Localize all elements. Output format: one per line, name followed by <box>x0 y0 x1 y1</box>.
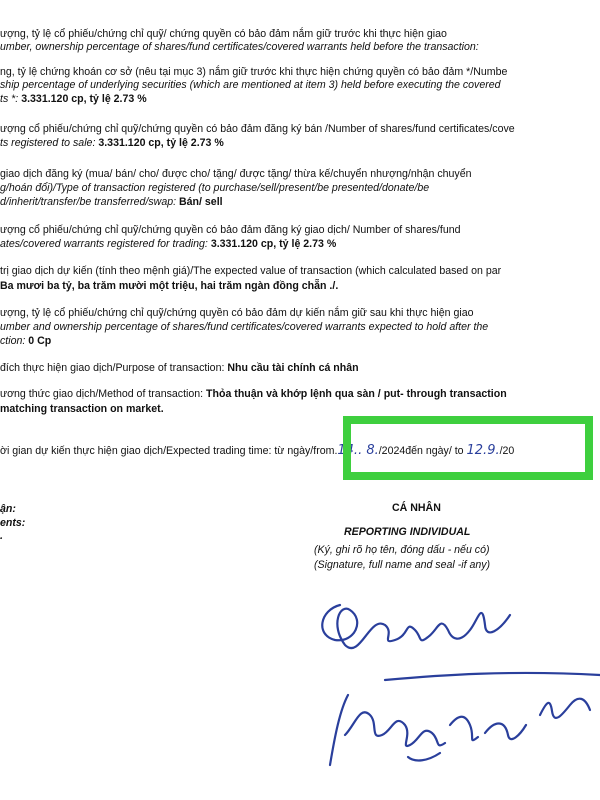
method-line-1 <box>0 388 507 401</box>
type-line-2: g/hoán đổi)/Type of transaction registered (to purchase/sell/present/be presented/donate/be <box>0 182 430 194</box>
after-line-1: ượng, tỷ lệ cổ phiếu/chứng chỉ quỹ/chứng quyền có bảo đảm dự kiến nắm giữ sau khi thực hiện giao <box>0 307 474 319</box>
to-date-handwritten: 12.9. <box>466 443 500 458</box>
type-value: Bán/ sell <box>179 196 223 208</box>
before-line-2: umber, ownership percentage of shares/fund certificates/covered warrants held before the transaction: <box>0 41 479 53</box>
time-prefix: ời gian dự kiến thực hiện giao dịch/Expected trading time: từ ngày/from. <box>0 445 338 457</box>
purpose-value: Nhu cầu tài chính cá nhân <box>227 362 359 374</box>
signer-note-vi: (Ký, ghi rõ họ tên, đóng dấu - nếu có) <box>314 544 490 556</box>
underlying-line-1: ng, tỷ lệ chứng khoán cơ sở (nêu tại mục 3) nắm giữ trước khi thực hiện chứng quyền có bảo đảm */Numbe <box>0 66 508 78</box>
purpose-prefix: đích thực hiện giao dịch/Purpose of transaction: <box>0 362 228 374</box>
underlying-prefix: ts *: <box>0 93 22 105</box>
footer-left-3: . <box>0 530 3 542</box>
after-line-2: umber and ownership percentage of shares/fund certificates/covered warrants expected to hold after the <box>0 321 489 333</box>
sale-prefix: ts registered to sale: <box>0 137 99 149</box>
underlying-line-3 <box>0 93 147 106</box>
signer-title-vi: CÁ NHÂN <box>392 502 441 514</box>
type-line-1: giao dịch đăng ký (mua/ bán/ cho/ được cho/ tặng/ được tặng/ thừa kế/chuyển nhượng/nhận chuyển <box>0 168 472 180</box>
trading-line-2 <box>0 238 336 251</box>
handwritten-signature <box>300 585 600 795</box>
sale-value: 3.331.120 cp, tỷ lệ 2.73 % <box>98 137 224 149</box>
underlying-line-2: ship percentage of underlying securities (which are mentioned at item 3) held before executing the covered <box>0 79 501 91</box>
from-year: /2024 <box>378 445 406 457</box>
to-year: /20 <box>499 445 515 457</box>
type-line-3 <box>0 196 223 209</box>
sale-line-2 <box>0 137 224 150</box>
purpose-line <box>0 362 359 375</box>
method-line-2: matching transaction on market. <box>0 403 164 415</box>
trading-value: 3.331.120 cp, tỷ lệ 2.73 % <box>210 238 337 250</box>
to-label: đến ngày/ to <box>405 445 464 457</box>
trading-prefix: ates/covered warrants registered for trading: <box>0 238 211 250</box>
method-value-1: Thỏa thuận và khớp lệnh qua sàn / put- through transaction <box>206 388 507 400</box>
after-value: 0 Cp <box>28 335 52 347</box>
from-date-handwritten: 14.. 8. <box>337 443 379 458</box>
value-line-2: Ba mươi ba tỷ, ba trăm mười một triệu, hai trăm ngàn đồng chẵn ./. <box>0 280 339 292</box>
type-prefix: d/inherit/transfer/be transferred/swap: <box>0 196 180 208</box>
after-line-3 <box>0 335 51 348</box>
before-line-1: ượng, tỷ lệ cổ phiếu/chứng chỉ quỹ/ chứng quyền có bảo đảm nắm giữ trước khi thực hiện giao <box>0 28 447 40</box>
after-prefix: ction: <box>0 335 29 347</box>
footer-left-2: ents: <box>0 517 26 529</box>
footer-left-1: ận: <box>0 503 16 515</box>
underlying-value: 3.331.120 cp, tỷ lệ 2.73 % <box>21 93 147 105</box>
value-line-1: trị giao dịch dự kiến (tính theo mệnh giá)/The expected value of transaction (which calculated based on par <box>0 265 502 277</box>
highlight-box <box>343 416 593 480</box>
sale-line-1: ượng cổ phiếu/chứng chỉ quỹ/chứng quyền có bảo đảm đăng ký bán /Number of shares/fund certificates/cove <box>0 123 515 135</box>
signer-note-en: (Signature, full name and seal -if any) <box>314 559 491 571</box>
trading-line-1: ượng cổ phiếu/chứng chỉ quỹ/chứng quyền có bảo đảm đăng ký giao dịch/ Number of shares/fund <box>0 224 461 236</box>
signer-title-en: REPORTING INDIVIDUAL <box>344 526 471 538</box>
method-prefix: ương thức giao dịch/Method of transaction: <box>0 388 207 400</box>
